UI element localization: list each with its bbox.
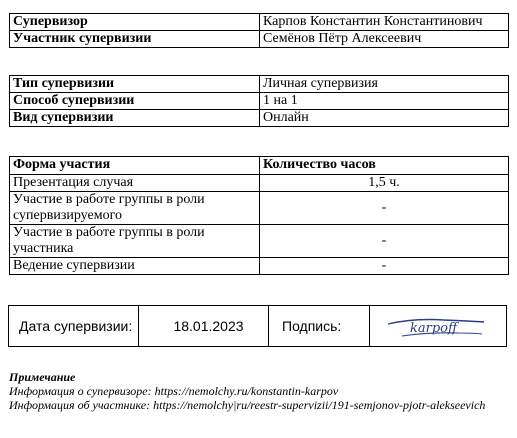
date-label: Дата супервизии: (19, 318, 133, 334)
signature-text: karpoff (410, 321, 458, 336)
type-value: Личная супервизия (260, 76, 509, 93)
signature-image (384, 312, 489, 342)
signature-block (8, 305, 507, 347)
type-label: Тип супервизии (10, 76, 260, 93)
form-cell: Ведение супервизии (10, 258, 260, 275)
notes-line: Информация о супервизоре: https://nemolchy.ru/konstantin-karpov (9, 384, 339, 398)
kind-value: Онлайн (260, 110, 509, 127)
table-row (10, 192, 509, 225)
table-row (10, 14, 509, 31)
table-row (10, 31, 509, 48)
hours-cell: - (260, 225, 509, 258)
form-cell: Участие в работе группы в роли супервизируемого (10, 192, 260, 225)
supervisor-label: Супервизор (10, 14, 260, 31)
participation-table (9, 156, 509, 275)
divider (369, 306, 370, 346)
participant-value: Семёнов Пётр Алексеевич (260, 31, 509, 48)
notes-section (9, 370, 509, 412)
supervisor-info-table (9, 13, 509, 48)
hours-cell: - (260, 192, 509, 225)
signature-label: Подпись: (282, 318, 342, 334)
form-cell: Презентация случая (10, 175, 260, 192)
table-header-row (10, 157, 509, 175)
table-row (10, 225, 509, 258)
method-label: Способ супервизии (10, 93, 260, 110)
divider (268, 306, 269, 346)
hours-cell: 1,5 ч. (260, 175, 509, 192)
supervisor-value: Карпов Константин Константинович (260, 14, 509, 31)
table-row (10, 110, 509, 127)
hours-cell: - (260, 258, 509, 275)
method-value: 1 на 1 (260, 93, 509, 110)
participant-label: Участник супервизии (10, 31, 260, 48)
notes-title: Примечание (9, 370, 76, 384)
header-form: Форма участия (10, 157, 260, 175)
divider (138, 306, 139, 346)
supervision-type-table (9, 75, 509, 127)
table-row (10, 175, 509, 192)
notes-line: Информация об участнике: https://nemolchy|ru/reestr-supervizii/191-semjonov-pjotr-alekseevich (9, 398, 486, 412)
kind-label: Вид супервизии (10, 110, 260, 127)
form-cell: Участие в работе группы в роли участника (10, 225, 260, 258)
date-value: 18.01.2023 (173, 318, 244, 334)
table-row (10, 93, 509, 110)
table-row (10, 258, 509, 275)
header-hours: Количество часов (260, 157, 509, 175)
table-row (10, 76, 509, 93)
